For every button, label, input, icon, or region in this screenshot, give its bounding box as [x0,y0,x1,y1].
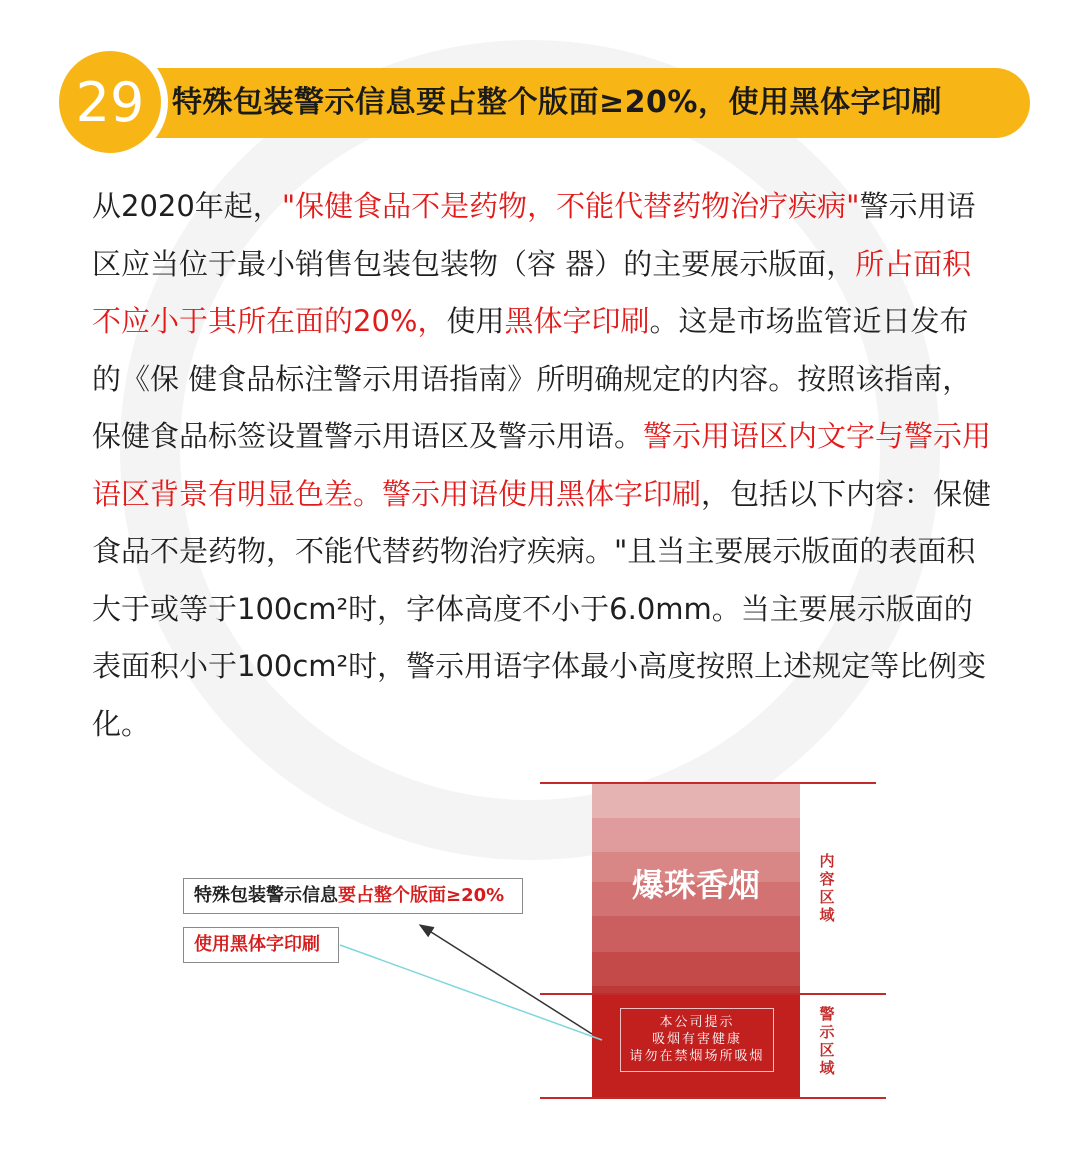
product-name: 爆珠香烟 [631,866,760,904]
body-text: 使用 [446,304,505,338]
body-text: 从2020年起， [92,189,282,223]
body-text: ，包括以下内容：保健食品不是药物，不能代替药物治疗疾病。"且当主要展示版面的表面积大于或等于100cm²时，字体高度不小于6.0mm。当主要展示版面的表面积小于100cm²时，警示用语字体最小高度按照上述规定等比例变化。 [92,476,992,741]
callout-black-text: 特殊包装警示信息 [194,885,338,906]
highlighted-text: 黑体字印刷 [504,304,650,338]
callout-connector-line [340,945,602,1040]
warning-line: 本公司提示 [659,1015,735,1030]
callout-red-text: 要占整个版面≥20% [338,885,505,906]
warning-line: 请勿在禁烟场所吸烟 [629,1049,765,1064]
highlighted-text: 警示用语区内文字与警示用语区背景有明显色差。警示用语使用黑体字印刷 [92,419,992,511]
highlighted-text: 所占面积不应小于其所在面的20%， [92,246,972,338]
callout-bold-text: 使用黑体字印刷 [194,934,320,955]
header-title: 特殊包装警示信息要占整个版面≥20%，使用黑体字印刷 [172,85,942,120]
body-text: 。这是市场监管近日发布的《保 健食品标注警示用语指南》所明确规定的内容。按照该指南，保健食品标签设置警示用语区及警示用语。 [92,304,972,453]
highlighted-text: "保健食品不是药物，不能代替药物治疗疾病" [281,189,860,223]
body-text: 警示用语区应当位于最小销售包装包装物（容 器）的主要展示版面， [92,189,976,281]
section-number: 29 [75,70,145,134]
content-zone-label: 内容区域 [819,852,835,924]
warning-line: 吸烟有害健康 [651,1032,742,1047]
warning-zone-label: 警示区域 [819,1005,835,1077]
callout-arrow-line [420,925,592,1034]
